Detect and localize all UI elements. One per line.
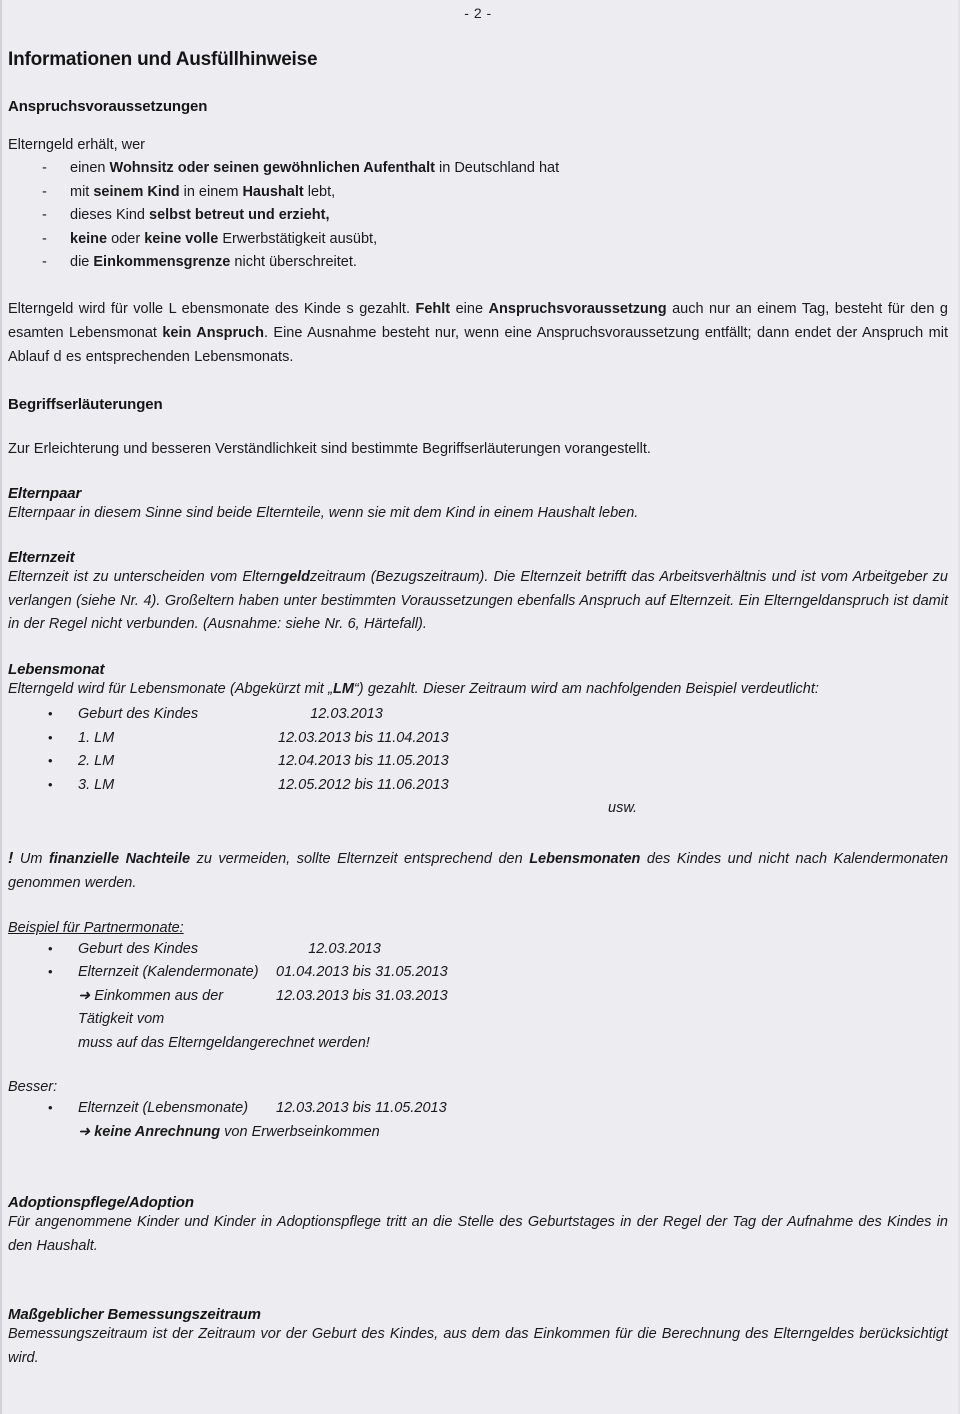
term-title-lebensmonat: Lebensmonat <box>8 660 105 678</box>
row <box>78 703 948 727</box>
term-elternzeit <box>8 549 948 637</box>
list-item <box>8 774 948 798</box>
term-title-bemessungszeitraum: Maßgeblicher Bemessungszeitraum <box>8 1306 261 1323</box>
warning-bold-2: Lebensmonaten <box>529 850 641 867</box>
exclamation-icon: ! <box>8 849 14 867</box>
item-text-post: in Deutschland hat <box>434 160 560 176</box>
row-label <box>78 985 276 1032</box>
row-label: Elternzeit (Lebensmonate) <box>78 1100 249 1116</box>
lebensmonat-example-list <box>8 703 948 797</box>
term-body-lebensmonat <box>8 678 948 702</box>
row-value: 12.04.2013 bis 11.05.2013 <box>278 753 449 769</box>
row <box>78 938 948 962</box>
anspruch-intro: Elterngeld erhält, wer <box>8 137 146 153</box>
term-title-elternpaar: Elternpaar <box>8 484 82 502</box>
bullet-marker: • <box>48 940 53 956</box>
row <box>78 774 948 798</box>
lebensmonat-text-1: Elterngeld wird für Lebensmonate (Abgekürzt mit „ <box>8 680 333 697</box>
partnermonate-arrow-line <box>8 985 948 1032</box>
usw-label: usw. <box>608 800 638 816</box>
page-number: - 2 - <box>464 5 492 21</box>
para-bold-1: Fehlt <box>415 300 451 317</box>
item-text-post: Erwerbstätigkeit ausübt, <box>218 230 378 247</box>
begriffe-intro: Zur Erleichterung und besseren Verständlichkeit sind bestimmte Begriffserläuterungen vorangestellt. <box>8 440 651 457</box>
besser-arrow-line <box>8 1121 948 1145</box>
list-item <box>8 727 948 751</box>
bullet-marker: • <box>48 964 53 979</box>
arrow-icon: ➜ <box>78 987 91 1004</box>
list-item <box>8 961 948 985</box>
row-value: 12.03.2013 <box>276 940 381 957</box>
term-bemessungszeitraum <box>8 1306 948 1370</box>
item-text-bold: selbst betreut und erzieht, <box>149 207 330 223</box>
bullet-marker: • <box>48 729 53 745</box>
elternzeit-text-1: Elternzeit ist zu unterscheiden vom Eltern <box>8 569 281 585</box>
row <box>78 985 948 1032</box>
arrow-label-text: Einkommen aus der Tätigkeit vom <box>78 987 224 1027</box>
para-bold-3: kein Anspruch <box>162 324 264 341</box>
list-item <box>8 251 948 275</box>
term-title-adoption: Adoptionspflege/Adoption <box>8 1194 194 1211</box>
item-text-pre: mit <box>70 183 94 200</box>
para-text-1: Elterngeld wird für volle L ebensmonate des Kinde s gezahlt. <box>8 300 416 317</box>
anspruch-paragraph <box>8 297 948 369</box>
bullet-marker: • <box>48 1100 53 1115</box>
term-lebensmonat <box>8 661 948 821</box>
anspruch-requirements-list <box>8 157 948 275</box>
dash-marker: - <box>42 254 47 270</box>
row-label: 3. LM <box>78 776 115 793</box>
row <box>78 1097 948 1121</box>
row-value: 12.03.2013 bis 11.05.2013 <box>276 1100 447 1116</box>
list-item <box>8 204 948 228</box>
partnermonate-note: muss auf das Elterngeldangerechnet werden! <box>78 1034 370 1051</box>
list-item <box>8 1097 948 1121</box>
row-value: 12.03.2013 bis 31.03.2013 <box>276 987 448 1004</box>
para-text-4: . Eine Ausnahme besteht nur, wenn eine Anspruchsvoraussetzung entfällt; dann endet der Anspruch mit Ablauf d es entsprechenden Lebensmonats. <box>8 324 949 365</box>
besser-example-list <box>8 1097 948 1121</box>
term-adoption <box>8 1194 948 1258</box>
warning-text-3: des Kindes und nicht nach Kalendermonaten genommen werden. <box>8 850 949 891</box>
row-value: 12.03.2013 <box>278 706 383 722</box>
item-text-bold2: keine volle <box>144 230 219 247</box>
page-title: Informationen und Ausfüllhinweise <box>8 49 318 70</box>
para-text-3: auch nur an einem Tag, besteht für den g esamten Lebensmonat <box>8 300 948 341</box>
para-bold-2: Anspruchsvoraussetzung <box>488 300 667 317</box>
term-body-adoption: Für angenommene Kinder und Kinder in Adoptionspflege tritt an die Stelle des Geburtstages in der Regel der Tag der Aufnahme des Kindes in den Haushalt. <box>8 1214 948 1254</box>
warning-text-1: Um <box>13 850 49 867</box>
warning-bold-1: finanzielle Nachteile <box>48 850 191 867</box>
bullet-marker: • <box>48 706 53 721</box>
partnermonate-example-list <box>8 938 948 985</box>
elternzeit-bold-1: geld <box>280 569 311 585</box>
item-text-post: lebt, <box>303 183 336 200</box>
term-body-bemessungszeitraum: Bemessungszeitraum ist der Zeitraum vor der Geburt des Kindes, aus dem das Einkommen für die Berechnung des Elterngeldes berücksichtigt wird. <box>8 1326 948 1366</box>
list-item <box>8 750 948 774</box>
item-text-bold: keine <box>70 230 108 247</box>
lebensmonat-bold-1: LM <box>332 680 354 697</box>
dash-marker: - <box>42 230 47 247</box>
bullet-marker: • <box>48 776 53 792</box>
item-text-bold2: Haushalt <box>242 183 304 200</box>
section-heading-anspruchsvoraussetzungen: Anspruchsvoraussetzungen <box>8 98 208 115</box>
term-elternpaar <box>8 485 948 526</box>
item-text-bold: Wohnsitz oder seinen gewöhnlichen Aufenthalt <box>109 160 435 176</box>
besser-heading: Besser: <box>8 1079 58 1095</box>
para-text-2: eine <box>450 300 489 317</box>
warning-text-2: zu vermeiden, sollte Elternzeit entsprechend den <box>190 850 530 867</box>
row-label: Geburt des Kindes <box>78 940 199 957</box>
list-item <box>8 181 948 205</box>
term-body-elternzeit <box>8 566 948 637</box>
dash-marker: - <box>42 160 47 176</box>
item-text-mid: oder <box>107 230 145 247</box>
term-body-elternpaar: Elternpaar in diesem Sinne sind beide Elternteile, wenn sie mit dem Kind in einem Haushalt leben. <box>8 504 639 521</box>
item-text-bold: Einkommensgrenze <box>93 254 231 270</box>
row-label: Elternzeit (Kalendermonate) <box>78 964 259 980</box>
row-value: 01.04.2013 bis 31.05.2013 <box>276 964 448 980</box>
bullet-marker: • <box>48 753 53 768</box>
row <box>78 727 948 751</box>
row <box>78 750 948 774</box>
lebensmonat-text-2: “) gezahlt. Dieser Zeitraum wird am nachfolgenden Beispiel verdeutlicht: <box>353 680 819 697</box>
item-text-pre: einen <box>70 160 110 176</box>
item-text-mid: in einem <box>179 183 243 200</box>
row-label: 2. LM <box>78 753 115 769</box>
term-title-elternzeit: Elternzeit <box>8 549 75 566</box>
elternzeit-text-2: zeitraum (Bezugszeitraum). Die Elternzeit betrifft das Arbeitsverhältnis und ist vom Arbeitgeber zu verlangen (siehe Nr. 4). Großeltern haben unter bestimmten Voraussetzungen ebenfalls Anspruch auf Elternzeit. Ein Elterngeldanspruch ist damit in der Regel nicht verbunden. (Ausnahme: siehe Nr. 6, Härtefall). <box>8 569 948 632</box>
item-text-post: nicht überschreitet. <box>230 254 357 270</box>
list-item <box>8 938 948 962</box>
item-text-pre: die <box>70 254 94 270</box>
row-value: 12.03.2013 bis 11.04.2013 <box>278 729 449 746</box>
partnermonate-heading: Beispiel für Partnermonate: <box>8 919 184 936</box>
list-item <box>8 157 948 181</box>
warning-paragraph <box>8 847 948 895</box>
row-label: 1. LM <box>78 729 115 746</box>
arrow-icon: ➜ <box>78 1123 91 1140</box>
list-item <box>8 228 948 252</box>
dash-marker: - <box>42 207 47 223</box>
item-text-bold: seinem Kind <box>93 183 180 200</box>
besser-arrow-rest: von Erwerbseinkommen <box>220 1123 380 1140</box>
besser-arrow-bold: keine Anrechnung <box>94 1123 221 1140</box>
list-item <box>8 703 948 727</box>
dash-marker: - <box>42 183 47 200</box>
row-value: 12.05.2012 bis 11.06.2013 <box>278 776 449 793</box>
item-text-pre: dieses Kind <box>70 207 149 223</box>
row-label: Geburt des Kindes <box>78 706 199 722</box>
section-heading-begriffserlaeuterungen: Begriffserläuterungen <box>8 395 163 413</box>
row <box>78 961 948 985</box>
